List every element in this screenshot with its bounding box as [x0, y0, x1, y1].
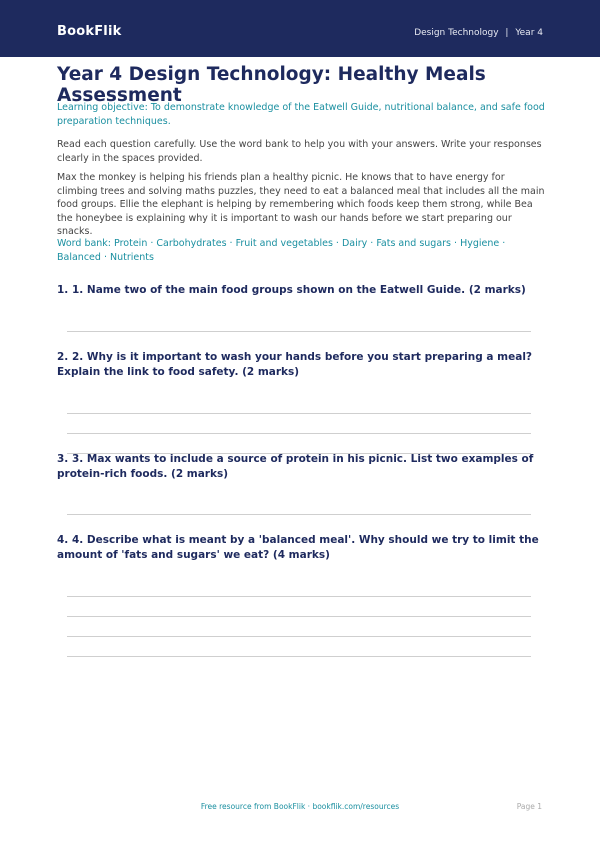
answer-line[interactable]: [67, 636, 531, 637]
answer-line[interactable]: [67, 514, 531, 515]
story-text: Max the monkey is helping his friends plan a healthy picnic. He knows that to have energy for climbing trees and solving maths puzzles, they need to eat a balanced meal that includes all the main food groups. Ellie the elephant is helping by remembering which foods keep them strong, while Bea the honeybee is explaining why it is important to wash our hands before we start preparing our snacks.: [57, 172, 545, 237]
question-3: 3. 3. Max wants to include a source of protein in his picnic. List two examples of protein-rich foods. (2 marks): [57, 453, 534, 480]
question-2: 2. 2. Why is it important to wash your hands before you start preparing a meal? Explain the link to food safety. (2 marks): [57, 351, 533, 378]
learning-objective: Learning objective: To demonstrate knowledge of the Eatwell Guide, nutritional balance, and safe food preparation techniques.: [57, 102, 545, 127]
answer-line[interactable]: [67, 596, 531, 597]
answer-line[interactable]: [67, 656, 531, 657]
brand-logo: BookFlik: [57, 24, 122, 39]
page-number: Page 1: [516, 802, 542, 811]
page-header: [0, 0, 600, 57]
header-year: Year 4: [515, 28, 543, 38]
page-title: Year 4 Design Technology: Healthy Meals Assessment: [57, 64, 486, 106]
word-bank: Word bank: Protein · Carbohydrates · Fruit and vegetables · Dairy · Fats and sugars · Hygiene · Balanced · Nutrients: [57, 238, 506, 263]
answer-line[interactable]: [67, 413, 531, 414]
answer-line[interactable]: [67, 433, 531, 434]
answer-line[interactable]: [67, 616, 531, 617]
instructions-text: Read each question carefully. Use the word bank to help you with your answers. Write your responses clearly in the spaces provided.: [57, 139, 542, 164]
header-separator: |: [505, 28, 509, 38]
header-subject-year: [414, 28, 543, 38]
question-1: 1. 1. Name two of the main food groups shown on the Eatwell Guide. (2 marks): [57, 284, 526, 296]
header-subject: Design Technology: [414, 28, 499, 38]
question-4: 4. 4. Describe what is meant by a 'balanced meal'. Why should we try to limit the amount of 'fats and sugars' we eat? (4 marks): [57, 534, 539, 561]
answer-line[interactable]: [67, 331, 531, 332]
footer-text: Free resource from BookFlik · bookflik.com/resources: [200, 802, 400, 811]
